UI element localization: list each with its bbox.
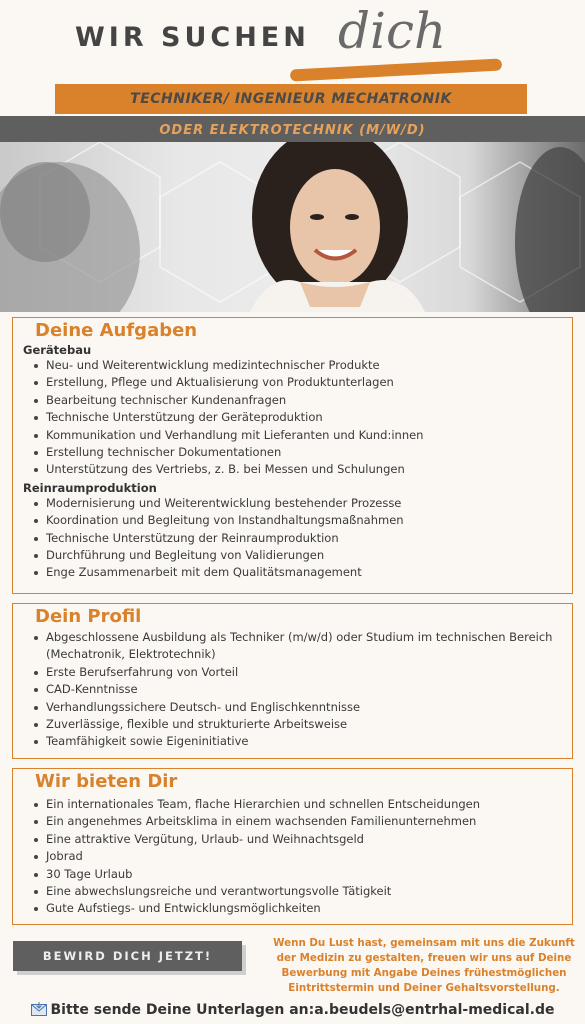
list-item: CAD-Kenntnisse: [46, 681, 572, 698]
list-item: Abgeschlossene Ausbildung als Techniker (m/w/d) oder Studium im technischen Bereich (Mechatronik, Elektrotechnik): [46, 629, 572, 664]
list-item: Erstellung, Pflege und Aktualisierung von Produktunterlagen: [46, 374, 572, 391]
list-item: Ein angenehmes Arbeitsklima in einem wachsenden Familienunternehmen: [46, 813, 572, 830]
list-item: Koordination und Begleitung von Instandhaltungsmaßnahmen: [46, 512, 572, 529]
geraetebau-list: [13, 357, 572, 479]
list-item: Jobrad: [46, 848, 572, 865]
mail-icon: [31, 1002, 47, 1020]
application-note: Wenn Du Lust hast, gemeinsam mit uns die Zukunft der Medizin zu gestalten, freuen wir uns auf Deine Bewerbung mit Angabe Deines frühestmöglichen Eintrittstermin und Deiner Gehaltsvorstellung.: [273, 937, 575, 994]
list-item: Teamfähigkeit sowie Eigeninitiative: [46, 733, 572, 750]
section-profil-title: Dein Profil: [35, 606, 142, 627]
section-aufgaben: [12, 317, 573, 594]
list-item: Erstellung technischer Dokumentationen: [46, 444, 572, 461]
list-item: Verhandlungssichere Deutsch- und Englischkenntnisse: [46, 699, 572, 716]
list-item: Bearbeitung technischer Kundenanfragen: [46, 392, 572, 409]
apply-button[interactable]: BEWIRD DICH JETZT!: [13, 941, 242, 971]
headline-swoosh: [290, 58, 502, 81]
list-item: Eine abwechslungsreiche und verantwortungsvolle Tätigkeit: [46, 883, 572, 900]
list-item: Eine attraktive Vergütung, Urlaub- und Weihnachtsgeld: [46, 831, 572, 848]
list-item: Modernisierung und Weiterentwicklung bestehender Prozesse: [46, 495, 572, 512]
profil-list: [13, 629, 572, 751]
contact-footer: [0, 1002, 585, 1020]
contact-text[interactable]: Bitte sende Deine Unterlagen an:a.beudels@entrhal-medical.de: [50, 1002, 555, 1018]
subsection-geraetebau-title: Gerätebau: [23, 343, 92, 357]
list-item: Enge Zusammenarbeit mit dem Qualitätsmanagement: [46, 564, 572, 581]
subsection-reinraum-title: Reinraumproduktion: [23, 480, 157, 495]
list-item: Zuverlässige, flexible und strukturierte Arbeitsweise: [46, 716, 572, 733]
list-item: Unterstützung des Vertriebs, z. B. bei Messen und Schulungen: [46, 461, 572, 478]
section-bieten-title: Wir bieten Dir: [35, 771, 178, 792]
headline-script-word: dich: [338, 2, 447, 60]
list-item: Gute Aufstiegs- und Entwicklungsmöglichkeiten: [46, 900, 572, 917]
headline: WIR SUCHEN: [75, 22, 310, 53]
position-title-line1: TECHNIKER/ INGENIEUR MECHATRONIK: [55, 84, 527, 114]
hero-photo: [0, 142, 585, 312]
reinraum-list: [13, 495, 572, 582]
section-bieten: [12, 768, 573, 925]
list-item: Neu- und Weiterentwicklung medizintechnischer Produkte: [46, 357, 572, 374]
list-item: Technische Unterstützung der Geräteproduktion: [46, 409, 572, 426]
section-profil: [12, 603, 573, 759]
list-item: Technische Unterstützung der Reinraumproduktion: [46, 530, 572, 547]
section-aufgaben-title: Deine Aufgaben: [35, 320, 198, 341]
list-item: Erste Berufserfahrung von Vorteil: [46, 664, 572, 681]
list-item: Ein internationales Team, flache Hierarchien und schnellen Entscheidungen: [46, 796, 572, 813]
list-item: Kommunikation und Verhandlung mit Lieferanten und Kund:innen: [46, 427, 572, 444]
bieten-list: [13, 796, 572, 918]
position-title-line2: ODER ELEKTROTECHNIK (M/W/D): [0, 116, 585, 144]
list-item: Durchführung und Begleitung von Validierungen: [46, 547, 572, 564]
list-item: 30 Tage Urlaub: [46, 866, 572, 883]
hero-photo-illustration: [0, 142, 585, 312]
header: [0, 0, 585, 140]
